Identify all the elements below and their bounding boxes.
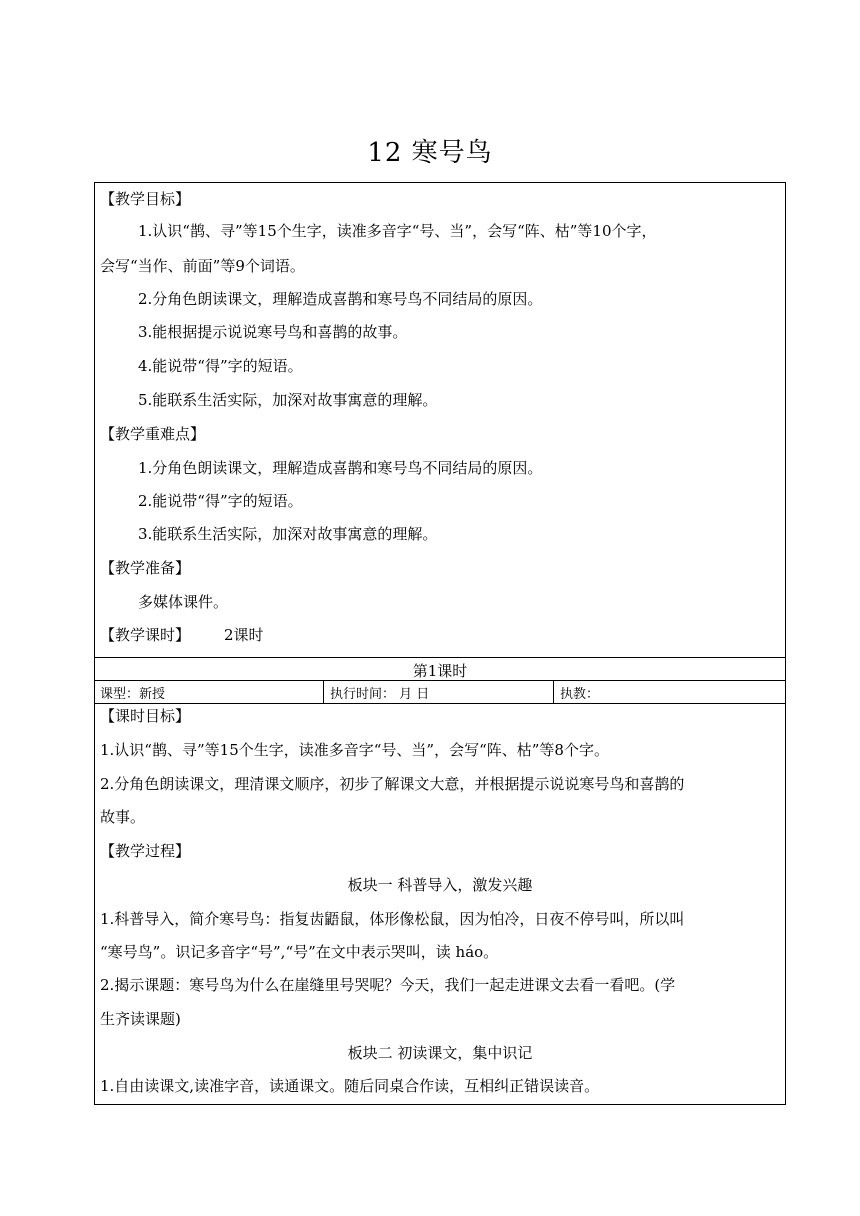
lesson-type: 课型：新授: [100, 687, 166, 702]
goals-heading: 【教学目标】: [100, 190, 191, 208]
lesson-goals-heading: 【课时目标】: [100, 707, 191, 725]
hours-value: 2课时: [224, 626, 264, 644]
lesson-teacher: 执教：: [560, 687, 600, 702]
divider: [553, 680, 554, 703]
process-line: 1.科普导入，简介寒号鸟：指复齿鼯鼠，体形像松鼠，因为怕冷，日夜不停号叫，所以叫: [100, 910, 685, 928]
goal-line: 1.认识“鹊、寻”等15个生字，读准多音字“号、当”，会写“阵、枯”等10个字，: [138, 222, 657, 240]
divider: [94, 703, 786, 704]
preparation-heading: 【教学准备】: [100, 559, 191, 577]
section-title: 板块二 初读课文，集中识记: [347, 1044, 533, 1062]
lesson-goal-line: 1.认识“鹊、寻”等15个生字，读准多音字“号、当”，会写“阵、枯”等8个字。: [100, 741, 609, 759]
goal-line: 5.能联系生活实际，加深对故事寓意的理解。: [138, 391, 438, 409]
goal-line: 2.分角色朗读课文，理解造成喜鹊和寒号鸟不同结局的原因。: [138, 290, 543, 308]
lesson-goal-line: 2.分角色朗读课文，理清课文顺序，初步了解课文大意，并根据提示说说寒号鸟和喜鹊的: [100, 775, 685, 793]
key-points-heading: 【教学重难点】: [100, 425, 206, 443]
goal-line: 会写“当作、前面”等9个词语。: [100, 257, 305, 275]
lesson-goal-line: 故事。: [100, 808, 146, 826]
process-line: 2.揭示课题：寒号鸟为什么在崖缝里号哭呢？今天，我们一起走进课文去看一看吧。(学: [100, 976, 676, 994]
process-line: “寒号鸟”。识记多音字“号”,“号”在文中表示哭叫，读 háo。: [100, 943, 499, 961]
preparation-text: 多媒体课件。: [138, 593, 229, 611]
goal-line: 4.能说带“得”字的短语。: [138, 357, 303, 375]
divider: [323, 680, 324, 703]
key-point-line: 3.能联系生活实际，加深对故事寓意的理解。: [138, 525, 438, 543]
section-title: 板块一 科普导入，激发兴趣: [347, 876, 533, 894]
lesson-title: 第1课时: [412, 662, 468, 680]
lesson-time: 执行时间： 月 日: [330, 687, 430, 702]
hours-heading: 【教学课时】: [100, 626, 191, 644]
divider: [94, 657, 786, 658]
key-point-line: 1.分角色朗读课文，理解造成喜鹊和寒号鸟不同结局的原因。: [138, 459, 543, 477]
page-title: 12 寒号鸟: [367, 138, 493, 168]
goal-line: 3.能根据提示说说寒号鸟和喜鹊的故事。: [138, 323, 408, 341]
process-line: 1.自由读课文,读准字音，读通课文。随后同桌合作读，互相纠正错误读音。: [100, 1077, 600, 1095]
key-point-line: 2.能说带“得”字的短语。: [138, 492, 303, 510]
process-heading: 【教学过程】: [100, 842, 191, 860]
divider: [94, 680, 786, 681]
process-line: 生齐读课题): [100, 1010, 181, 1028]
